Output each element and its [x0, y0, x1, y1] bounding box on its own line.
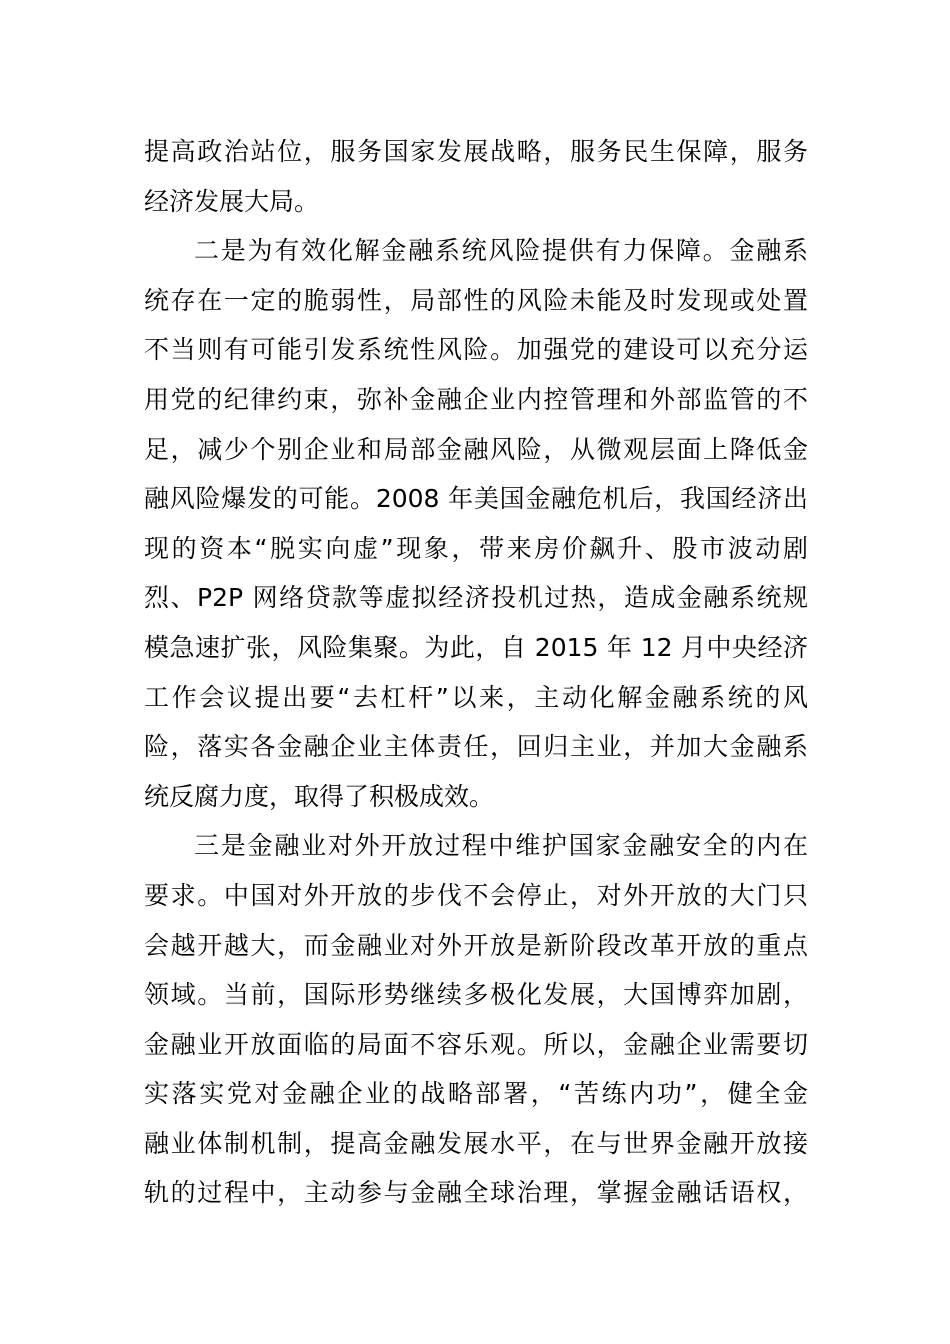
- paragraph-1: [144, 127, 808, 226]
- text-line: 要求。中国对外开放的步伐不会停止，对外开放的大门只: [144, 880, 808, 910]
- text-line: 融业体制机制，提高金融发展水平，在与世界金融开放接: [144, 1128, 808, 1158]
- text-line: 融风险爆发的可能。2008 年美国金融危机后，我国经济出: [144, 484, 808, 514]
- text-line: 经济发展大局。: [144, 186, 320, 216]
- text-line: 统反腐力度，取得了积极成效。: [144, 781, 495, 811]
- paragraph-3: [144, 821, 808, 1218]
- text-line: 险，落实各金融企业主体责任，回归主业，并加大金融系: [144, 732, 808, 762]
- text-line: 用党的纪律约束，弥补金融企业内控管理和外部监管的不: [144, 384, 808, 414]
- text-line: 实落实党对金融企业的战略部署，“苦练内功”，健全金: [144, 1079, 808, 1109]
- text-line: 不当则有可能引发系统性风险。加强党的建设可以充分运: [144, 335, 808, 365]
- text-line: 三是金融业对外开放过程中维护国家金融安全的内在: [194, 831, 808, 861]
- paragraph-2: [144, 226, 808, 821]
- text-line: 模急速扩张，风险集聚。为此，自 2015 年 12 月中央经济: [144, 632, 808, 662]
- text-line: 足，减少个别企业和局部金融风险，从微观层面上降低金: [144, 434, 808, 464]
- text-line: 轨的过程中，主动参与金融全球治理，掌握金融话语权，: [144, 1178, 808, 1208]
- text-line: 现的资本“脱实向虚”现象，带来房价飙升、股市波动剧: [144, 533, 808, 563]
- text-line: 会越开越大，而金融业对外开放是新阶段改革开放的重点: [144, 930, 808, 960]
- text-line: 统存在一定的脆弱性，局部性的风险未能及时发现或处置: [144, 285, 808, 315]
- text-line: 提高政治站位，服务国家发展战略，服务民生保障，服务: [144, 137, 808, 166]
- text-line: 烈、P2P 网络贷款等虚拟经济投机过热，造成金融系统规: [144, 583, 808, 613]
- text-line: 二是为有效化解金融系统风险提供有力保障。金融系: [194, 236, 808, 266]
- text-line: 金融业开放面临的局面不容乐观。所以，金融企业需要切: [144, 1029, 808, 1059]
- body-text: [144, 127, 808, 1218]
- text-line: 工作会议提出要“去杠杆”以来，主动化解金融系统的风: [144, 682, 808, 712]
- text-line: 领域。当前，国际形势继续多极化发展，大国博弈加剧，: [144, 980, 808, 1010]
